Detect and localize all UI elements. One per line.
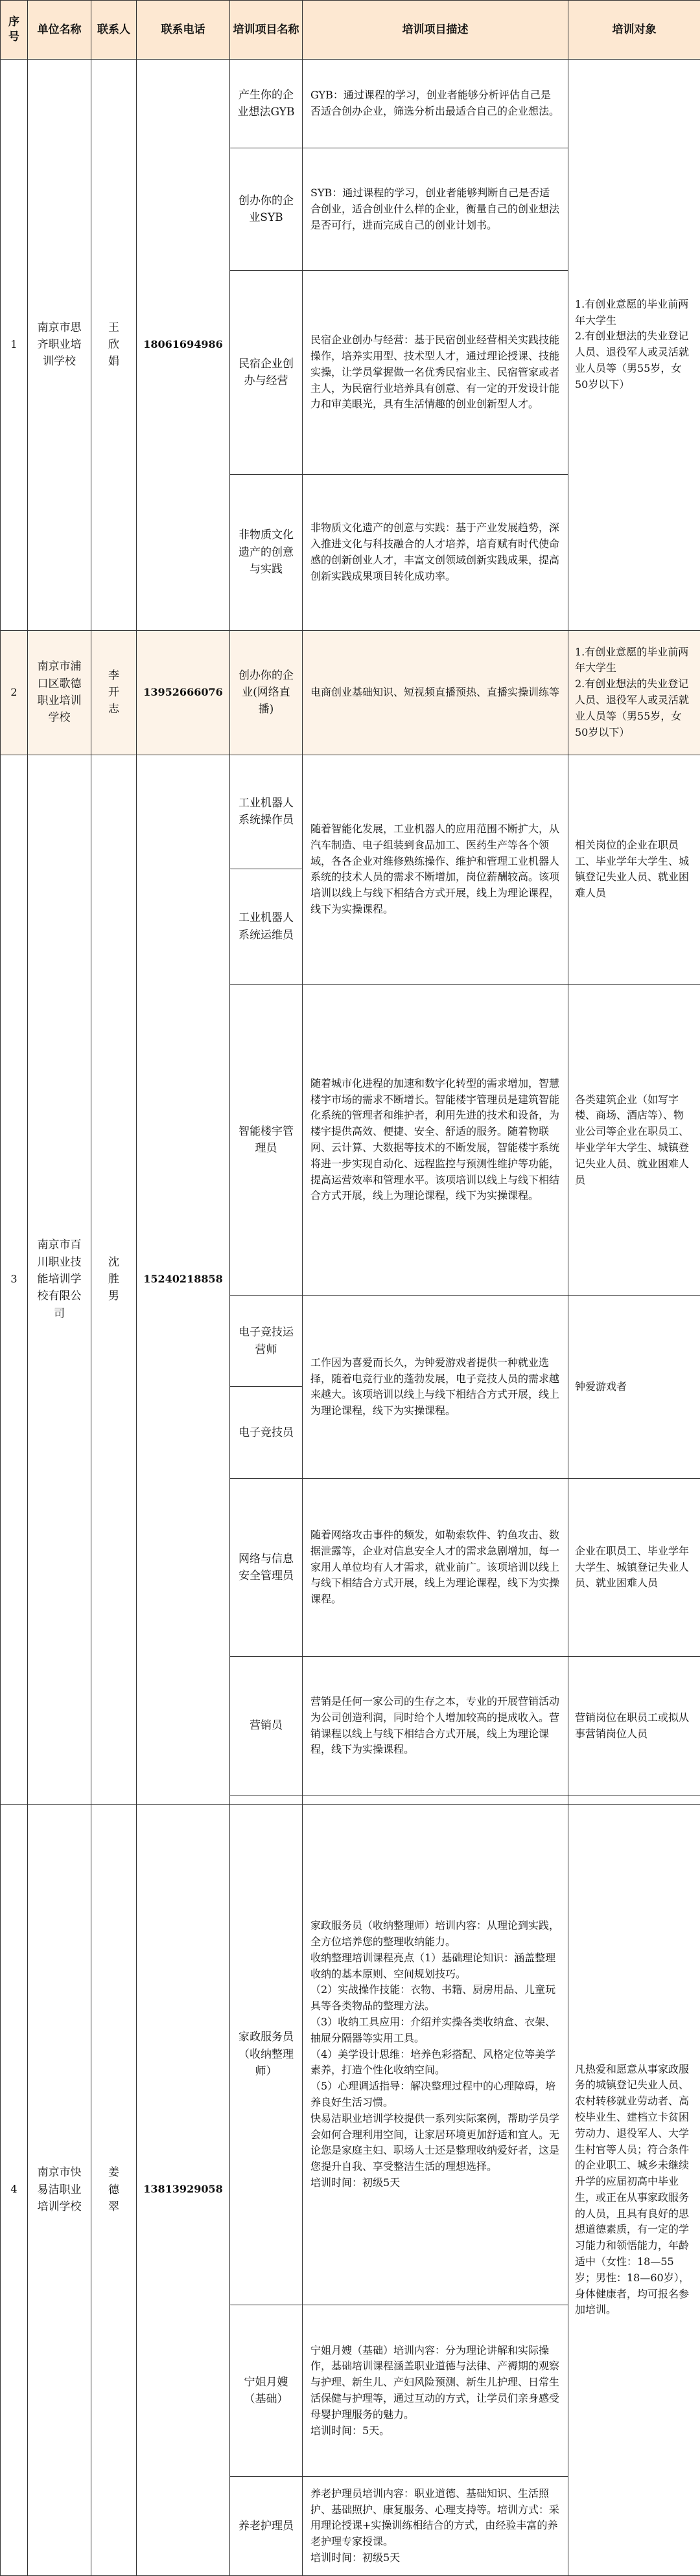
contact-cell: 姜德翠 — [91, 1804, 137, 2575]
desc-cell: 工作因为喜爱而长久，为钟爱游戏者提供一种就业选择，随着电竞行业的蓬勃发展，电子竞技人员的需求越来越大。该项培训以线上与线下相结合方式开展，线上为理论课程，线下为实操课程。 — [303, 1295, 568, 1478]
project-cell: 创办你的企业SYB — [230, 148, 303, 271]
spacer-cell — [230, 1795, 303, 1805]
desc-cell — [303, 2476, 568, 2575]
target-cell: 企业在职员工、毕业学年大学生、城镇登记失业人员、就业困难人员 — [568, 1479, 700, 1657]
seq-cell: 1 — [1, 60, 28, 631]
unit-cell: 南京市浦口区歌德职业培训学校 — [28, 630, 91, 755]
project-cell: 电子竞技员 — [230, 1387, 303, 1479]
desc-cell: 营销是任何一家公司的生存之本，专业的开展营销活动为公司创造利润，同时给个人增加较高的提成收入。营销课程以线上与线下相结合方式开展，线上为理论课程，线下为实操课程。 — [303, 1657, 568, 1795]
phone-cell: 15240218858 — [137, 755, 230, 1804]
spacer-cell — [568, 1795, 700, 1805]
project-cell: 工业机器人系统操作员 — [230, 755, 303, 869]
contact-cell: 沈胜男 — [91, 755, 137, 1804]
desc-text: 家政服务员（收纳整理师）培训内容：从理论到实践，全方位培养您的整理收纳能力。 收纳整理培训课程亮点（1）基础理论知识：涵盖整理收纳的基本原则、空间规划技巧。 （2）实战操作技能：衣物、书籍、厨房用品、儿童玩具等各类物品的整理方法。 （3）收纳工具应用：介绍并实操各类收纳盒、衣架、抽屉分隔器等实用工具。 （4）美学设计思维：培养色彩搭配、风格定位等美学素养，打造个性化收纳空间。 （5）心理调适指导：解决整理过程中的心理障碍，培养良好生活习惯。 快易洁职业培训学校提供一系列实际案例，帮助学员学会如何合理利用空间，让家居环境更加舒适和宜人。无论您是家庭主妇、职场人士还是整理收纳爱好者，这是您提升自我、享受整洁生活的理想选择。 培训时间：初级5天 — [310, 1919, 560, 2189]
desc-cell: 电商创业基础知识、短视频直播预热、直播实操训练等 — [303, 630, 568, 755]
project-cell: 营销员 — [230, 1657, 303, 1795]
project-cell: 宁姐月嫂（基础） — [230, 2305, 303, 2476]
unit-cell: 南京市百川职业技能培训学校有限公司 — [28, 755, 91, 1804]
target-text: 1.有创业意愿的毕业前两年大学生 2.有创业想法的失业登记人员、退役军人或灵活就业人员等（男55岁，女50岁以下） — [575, 645, 690, 738]
header-seq: 序号 — [1, 1, 28, 60]
target-cell — [568, 630, 700, 755]
spacer-cell — [303, 1795, 568, 1805]
desc-cell: 随着城市化进程的加速和数字化转型的需求增加，智慧楼宇市场的需求不断增长。智能楼宇管理员是建筑智能化系统的管理者和维护者，利用先进的技术和设备，为楼宇提供高效、便捷、安全、舒适的服务。随着物联网、云计算、大数据等技术的不断发展，智能楼宇系统将进一步实现自动化、远程监控与预测性维护等功能，提高运营效率和管理水平。该项培训以线上与线下相结合方式开展，线上为理论课程，线下为实操课程。 — [303, 985, 568, 1296]
target-cell: 钟爱游戏者 — [568, 1295, 700, 1478]
project-cell: 养老护理员 — [230, 2476, 303, 2575]
header-contact: 联系人 — [91, 1, 137, 60]
table-row — [1, 755, 700, 869]
project-cell: 智能楼宇管理员 — [230, 985, 303, 1296]
seq-cell: 3 — [1, 755, 28, 1804]
project-cell: 非物质文化遗产的创意与实践 — [230, 475, 303, 630]
desc-cell — [303, 2305, 568, 2476]
phone-cell: 18061694986 — [137, 60, 230, 631]
desc-cell: 随着网络攻击事件的频发，如勒索软件、钓鱼攻击、数据泄露等，企业对信息安全人才的需求急剧增加，每一家用人单位均有人才需求，就业前广。该项培训以线上与线下相结合方式开展，线上为理论课程，线下为实操课程。 — [303, 1479, 568, 1657]
target-cell: 营销岗位在职员工或拟从事营销岗位人员 — [568, 1657, 700, 1795]
desc-cell: GYB：通过课程的学习，创业者能够分析评估自己是否适合创办企业，筛选分析出最适合自己的企业想法。 — [303, 60, 568, 148]
desc-cell: 非物质文化遗产的创意与实践：基于产业发展趋势，深入推进文化与科技融合的人才培养，培育赋有时代使命感的创新创业人才，丰富文创领域创新实践成果，提高创新实践成果项目转化成功率。 — [303, 475, 568, 630]
desc-cell — [303, 1804, 568, 2305]
header-unit: 单位名称 — [28, 1, 91, 60]
desc-cell: 民宿企业创办与经营：基于民宿创业经营相关实践技能操作，培养实用型、技术型人才，通过理论授课、技能实操，让学员掌握做一名优秀民宿业主、民宿管家或者主人，为民宿行业培养具有创意、有一定的开发设计能力和审美眼光，具有生活情趣的创业创新型人才。 — [303, 271, 568, 475]
project-cell: 产生你的企业想法GYB — [230, 60, 303, 148]
header-phone: 联系电话 — [137, 1, 230, 60]
target-cell — [568, 60, 700, 631]
project-cell: 工业机器人系统运维员 — [230, 869, 303, 984]
target-cell: 各类建筑企业（如写字楼、商场、酒店等）、物业公司等企业在职员工、毕业学年大学生、城镇登记失业人员、就业困难人员 — [568, 985, 700, 1296]
project-cell: 电子竞技运营师 — [230, 1295, 303, 1387]
target-cell: 凡热爱和愿意从事家政服务的城镇登记失业人员、农村转移就业劳动者、高校毕业生、建档立卡贫困劳动力、退役军人、大学生村官等人员；符合条件的企业职工、城乡未继续升学的应届初高中毕业生，或正在从事家政服务的人员，且具有良好的思想道德素质，有一定的学习能力和领悟能力，年龄适中（女性：18—55岁；男性：18—60岁），身体健康者，均可报名参加培训。 — [568, 1804, 700, 2575]
table-row — [1, 630, 700, 755]
header-desc: 培训项目描述 — [303, 1, 568, 60]
unit-cell: 南京市思齐职业培训学校 — [28, 60, 91, 631]
project-cell: 创办你的企业(网络直播) — [230, 630, 303, 755]
project-cell: 民宿企业创办与经营 — [230, 271, 303, 475]
project-cell: 家政服务员（收纳整理师） — [230, 1804, 303, 2305]
unit-cell: 南京市快易洁职业培训学校 — [28, 1804, 91, 2575]
contact-cell: 李开志 — [91, 630, 137, 755]
header-row — [1, 1, 700, 60]
desc-cell: SYB：通过课程的学习，创业者能够判断自己是否适合创业，适合创业什么样的企业，衡量自己的创业想法是否可行，进而完成自己的创业计划书。 — [303, 148, 568, 271]
desc-text: 宁姐月嫂（基础）培训内容：分为理论讲解和实际操作，基础培训课程涵盖职业道德与法律、产褥期的观察与护理、新生儿、产妇风险预测、新生儿护理、日常生活保健与护理等，通过互动的方式，让学员们亲身感受母婴护理服务的魅力。 培训时间：5天。 — [310, 2343, 560, 2437]
seq-cell: 2 — [1, 630, 28, 755]
phone-cell: 13952666076 — [137, 630, 230, 755]
target-cell: 相关岗位的企业在职员工、毕业学年大学生、城镇登记失业人员、就业困难人员 — [568, 755, 700, 985]
desc-text: 养老护理员培训内容：职业道德、基础知识、生活照护、基础照护、康复服务、心理支持等。培训方式：采用理论授课+实操训练相结合的方式，由经验丰富的养老护理专家授课。 培训时间：初级5天 — [310, 2487, 560, 2564]
header-target: 培训对象 — [568, 1, 700, 60]
table-row — [1, 1804, 700, 2305]
header-project: 培训项目名称 — [230, 1, 303, 60]
desc-cell: 随着智能化发展，工业机器人的应用范围不断扩大，从汽车制造、电子组装到食品加工、医药生产等各个领域，各各企业对维修熟练操作、维护和管理工业机器人系统的技术人员的需求不断增加，岗位薪酬较高。该项培训以线上与线下相结合方式开展，线上为理论课程，线下为实操课程。 — [303, 755, 568, 985]
project-cell: 网络与信息安全管理员 — [230, 1479, 303, 1657]
seq-cell: 4 — [1, 1804, 28, 2575]
target-text: 1.有创业意愿的毕业前两年大学生 2.有创业想法的失业登记人员、退役军人或灵活就业人员等（男55岁，女50岁以下） — [575, 297, 690, 391]
table-row — [1, 60, 700, 148]
phone-cell: 13813929058 — [137, 1804, 230, 2575]
contact-cell: 王欣娟 — [91, 60, 137, 631]
